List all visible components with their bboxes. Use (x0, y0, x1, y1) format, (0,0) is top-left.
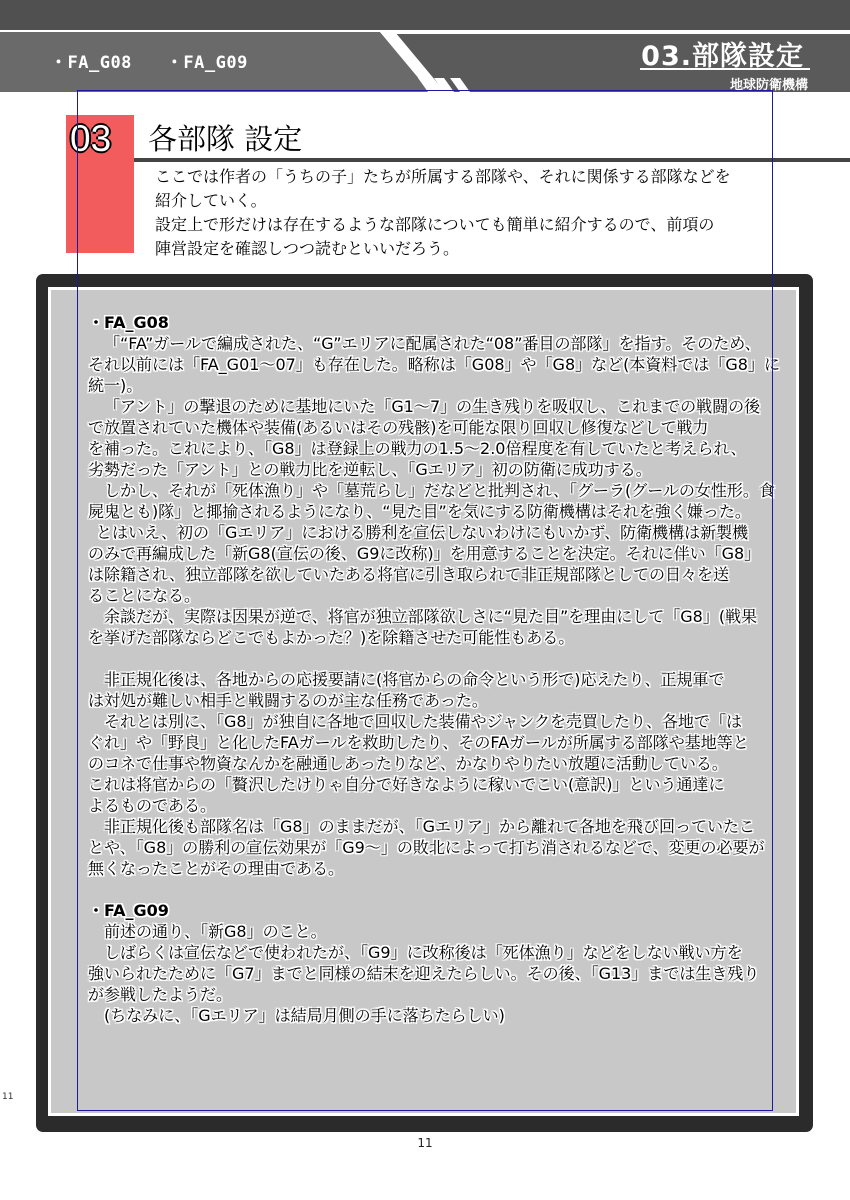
body-line: のみで再編成した「新G8(宣伝の後、G9に改称)」を用意することを決定。それに伴い「G8」 (88, 544, 761, 563)
body-line: 前述の通り、「新G8」のこと。 (104, 922, 327, 941)
body-line: 劣勢だった「アント」との戦力比を逆転し、「Gエリア」初の防衛に成功する。 (88, 460, 652, 479)
body-line: ぐれ」や「野良」と化したFAガールを救助したり、そのFAガールが所属する部隊や基地等と (88, 733, 749, 752)
margin-mark: 11 (2, 1092, 14, 1102)
header-tags (50, 48, 282, 73)
body-line: これは将官からの「贅沢したけりゃ自分で好きなように稼いでこい(意訳)」という通達に (88, 775, 725, 794)
header-tag-g09: ・FA_G09 (165, 53, 248, 73)
section-number: 03 (70, 118, 112, 159)
body-line: ることになる。 (88, 586, 201, 605)
body-line: のコネで仕事や物資なんかを融通しあったりなど、かなりやりたい放題に活動している。 (88, 754, 728, 773)
g09-heading: ・FA_G09 (88, 901, 169, 920)
layout-guide-frame (77, 90, 773, 1111)
body-line: 余談だが、実際は因果が逆で、将官が独立部隊欲しさに“見た目”を理由にして「G8」(戦果 (104, 607, 758, 626)
body-line: しばらくは宣伝などで使われたが、「G9」に改称後は「死体漁り」などをしない戦い方を (104, 943, 743, 962)
body-line: 「“FA”ガールで編成された、“G”エリアに配属された“08”番目の部隊」を指す。そのため、 (104, 334, 761, 353)
body-line: それとは別に、「G8」が独自に各地で回収した装備やジャンクを売買したり、各地で「は (104, 712, 742, 731)
description-line: 設定上で形だけは存在するような部隊についても簡単に紹介するので、前項の (155, 215, 715, 234)
body-line: は対処が難しい相手と戦闘するのが主な任務であった。 (88, 691, 488, 710)
header-tag-g08: ・FA_G08 (50, 53, 132, 73)
body-line: (ちなみに、「Gエリア」は結局月側の手に落ちたらしい) (104, 1006, 505, 1025)
body-line: とや、「G8」の勝利の宣伝効果が「G9～」の敗北によって打ち消されるなどで、変更の必要が (88, 838, 765, 857)
body-line: それ以前には「FA_G01～07」も存在した。略称は「G08」や「G8」など(本資料では「G8」に (88, 355, 780, 374)
section-title: 各部隊 設定 (148, 122, 303, 156)
body-line: 「アント」の撃退のために基地にいた「G1～7」の生き残りを吸収し、これまでの戦闘の後 (104, 397, 761, 416)
body-line: とはいえ、初の「Gエリア」における勝利を宣伝しないわけにもいかず、防衛機構は新製機 (96, 523, 749, 542)
page-number: 11 (417, 1136, 433, 1150)
body-line: 統一)。 (88, 376, 143, 395)
body-line: 強いられたために「G7」までと同様の結末を迎えたらしい。その後、「G13」までは生き残り (88, 964, 760, 983)
body-line: しかし、それが「死体漁り」や「墓荒らし」だなどと批判され、「グーラ(グールの女性形。食 (104, 481, 775, 500)
body-line: よるものである。 (88, 796, 217, 815)
header-subtitle: 地球防衛機構 (729, 78, 808, 93)
description-line: 紹介していく。 (155, 191, 267, 210)
header-title: 03.部隊設定 (641, 41, 804, 72)
g08-heading: ・FA_G08 (88, 313, 169, 332)
body-line: 非正規化後も部隊名は「G8」のままだが、「Gエリア」から離れて各地を飛び回っていたこ (104, 817, 755, 836)
description-line: 陣営設定を確認しつつ読むといいだろう。 (155, 239, 460, 258)
body-line: 屍鬼とも)隊」と揶揄されるようになり、“見た目”を気にする防衛機構はそれを強く嫌った。 (88, 502, 751, 521)
body-line: を補った。これにより、「G8」は登録上の戦力の1.5～2.0倍程度を有していたと考えられ、 (88, 439, 747, 458)
description-line: ここでは作者の「うちの子」たちが所属する部隊や、それに関係する部隊などを (155, 167, 731, 186)
body-line: は除籍され、独立部隊を欲していたある将官に引き取られて非正規部隊としての日々を送 (88, 565, 729, 584)
body-line: 非正規化後は、各地からの応援要請に(将官からの命令という形で)応えたり、正規軍で (104, 670, 725, 689)
body-line: が参戦したようだ。 (88, 985, 233, 1004)
body-line: で放置されていた機体や装備(あるいはその残骸)を可能な限り回収し修復などして戦力 (88, 418, 709, 437)
body-line: を挙げた部隊ならどこでもよかった？)を除籍させた可能性もある。 (88, 628, 575, 647)
body-line: 無くなったことがその理由である。 (88, 859, 345, 878)
